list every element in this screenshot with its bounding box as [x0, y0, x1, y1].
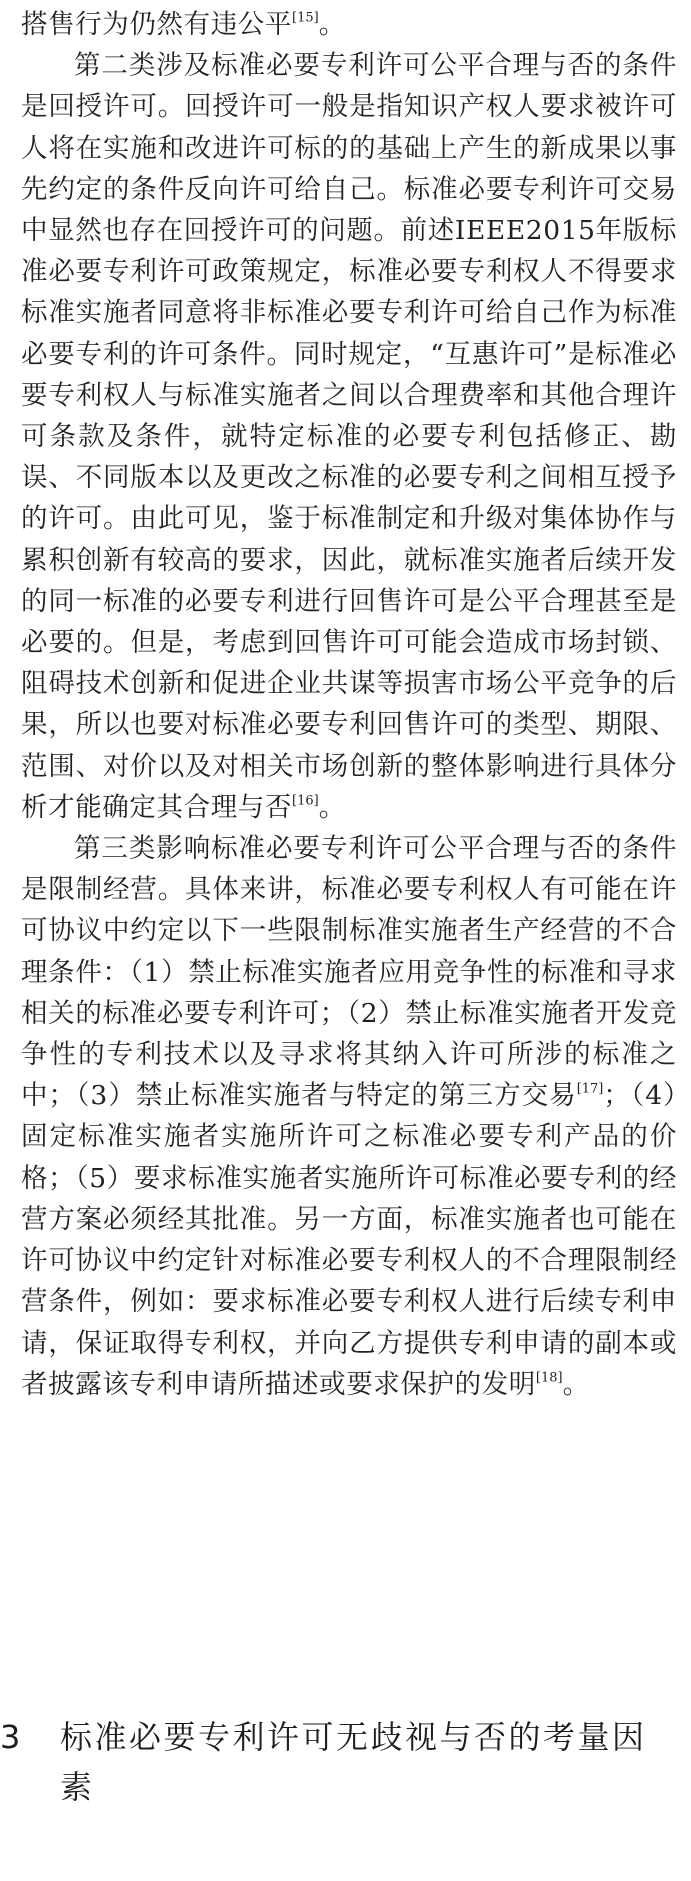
paragraph: [21, 4, 677, 45]
paragraph: [21, 828, 677, 1405]
section-title: 标准必要专利许可无歧视与否的考量因素: [60, 1718, 647, 1806]
text-run: 。: [562, 1368, 590, 1400]
text-run: ；（4）固定标准实施者实施所许可之标准必要专利产品的价格；（5）要求标准实施者实施所许可标准必要专利的经营方案必须经其批准。另一方面，标准实施者也可能在许可协议中约定针对标准必要专利权人的不合理限制经营条件，例如：要求标准必要专利权人进行后续专利申请，保证取得专利权，并向乙方提供专利申请的副本或者披露该专利申请所描述或要求保护的发明: [21, 1080, 677, 1400]
document-page: [21, 4, 677, 1405]
section-number: 3: [0, 1718, 21, 1756]
text-run: 第三类影响标准必要专利许可公平合理与否的条件是限制经营。具体来讲，标准必要专利权人有可能在许可协议中约定以下一些限制标准实施者生产经营的不合理条件：（1）禁止标准实施者应用竞争性的标准和寻求相关的标准必要专利许可；（2）禁止标准实施者开发竞争性的专利技术以及寻求将其纳入许可所涉的标准之中；（3）禁止标准实施者与特定的第三方交易: [21, 833, 677, 1112]
text-run: 搭售行为仍然有违公平: [21, 9, 292, 40]
text-run: 。: [318, 791, 346, 823]
text-run: 。: [318, 9, 346, 40]
citation-ref: [17]: [576, 1081, 604, 1097]
citation-ref: [16]: [292, 793, 319, 809]
body-text: [21, 4, 677, 1405]
citation-ref: [18]: [535, 1370, 563, 1386]
paragraph: [21, 45, 677, 828]
citation-ref: [15]: [292, 10, 319, 26]
text-run: 第二类涉及标准必要专利许可公平合理与否的条件是回授许可。回授许可一般是指知识产权人要求被许可人将在实施和改进许可标的的基础上产生的新成果以事先约定的条件反向许可给自己。标准必要专利许可交易中显然也存在回授许可的问题。前述IEEE2015年版标准必要专利许可政策规定，标准必要专利权人不得要求标准实施者同意将非标准必要专利许可给自己作为标准必要专利的许可条件。同时规定，“互惠许可”是标准必要专利权人与标准实施者之间以合理费率和其他合理许可条款及条件，就特定标准的必要专利包括修正、勘误、不同版本以及更改之标准的必要专利之间相互授予的许可。由此可见，鉴于标准制定和升级对集体协作与累积创新有较高的要求，因此，就标准实施者后续开发的同一标准的必要专利进行回售许可是公平合理甚至是必要的。但是，考虑到回售许可可能会造成市场封锁、阻碍技术创新和促进企业共谋等损害市场公平竞争的后果，所以也要对标准必要专利回售许可的类型、期限、范围、对价以及对相关市场创新的整体影响进行具体分析才能确定其合理与否: [21, 50, 677, 823]
section-heading: [0, 1712, 656, 1812]
